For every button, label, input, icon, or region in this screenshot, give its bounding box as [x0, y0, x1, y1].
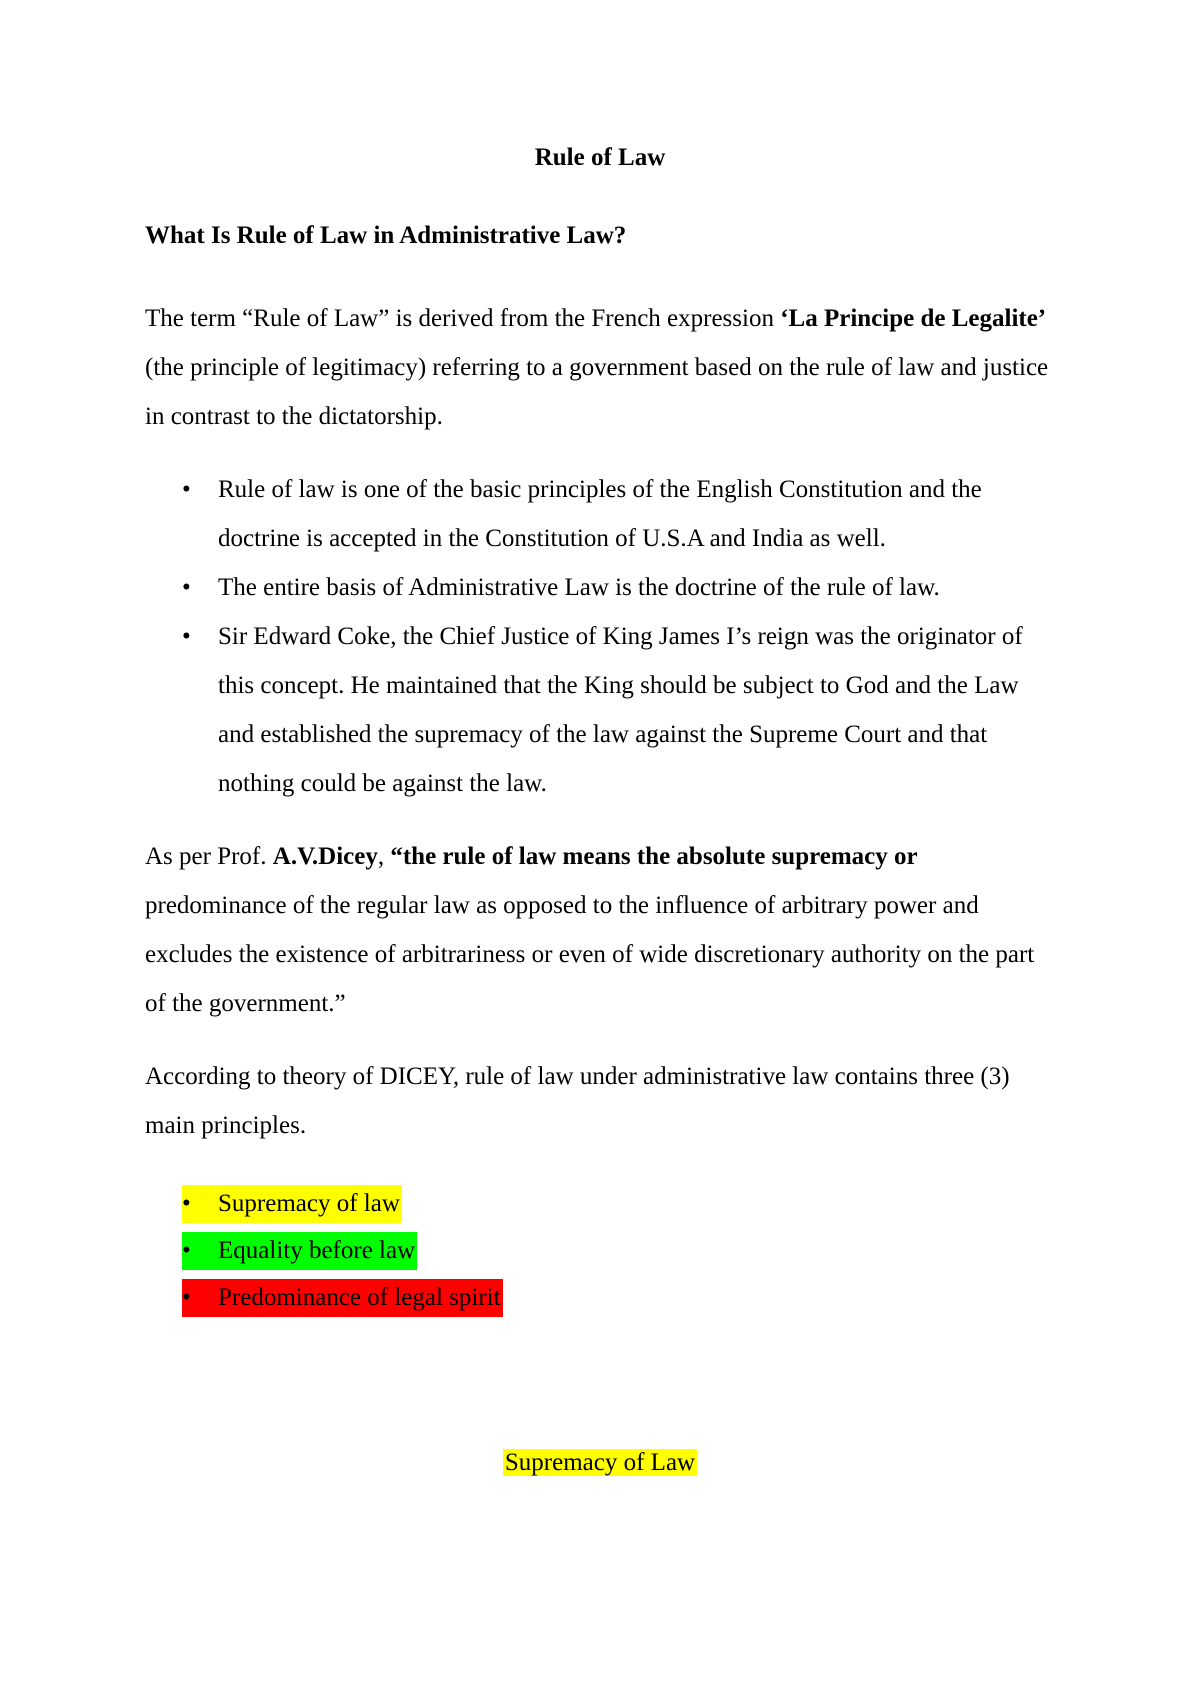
document-title: Rule of Law [534, 144, 666, 171]
intro-text-part1: The term “Rule of Law” is derived from the French expression [145, 305, 781, 332]
list-item [145, 612, 1060, 808]
list-item [145, 465, 1060, 563]
bullet-icon: • [182, 476, 191, 503]
principle-equality-highlight [182, 1232, 417, 1270]
intro-text-part2: (the principle of legitimacy) referring to a government based on the rule of law and justice in contrast to the dictatorship. [145, 354, 1049, 430]
dicey-quote-bold: “the rule of law means the absolute supremacy or [384, 843, 918, 870]
dicey-quote-rest: predominance of the regular law as opposed to the influence of arbitrary power and excludes the existence of arbitrariness or even of wide discretionary authority on the part of the government.” [145, 892, 1035, 1017]
dicey-theory-paragraph: According to theory of DICEY, rule of law under administrative law contains three (3) main principles. [145, 1063, 1010, 1139]
bullet-icon: • [182, 574, 191, 601]
section-question-heading: What Is Rule of Law in Administrative Law? [145, 222, 627, 249]
bullet-icon: • [182, 623, 191, 650]
principle-label: Predominance of legal spirit [218, 1284, 501, 1311]
list-item [145, 1180, 1060, 1227]
intro-paragraph [145, 294, 1060, 441]
supremacy-of-law-highlight: Supremacy of Law [504, 1449, 696, 1476]
bullet-icon: • [182, 1237, 191, 1264]
principle-legal-spirit-highlight [182, 1279, 503, 1317]
dicey-comma: , [377, 843, 385, 870]
document-body [145, 218, 1060, 1321]
bullet-icon: • [182, 1190, 191, 1217]
rule-of-law-bullet-list [145, 465, 1060, 808]
list-item [145, 563, 1060, 612]
principle-label: Supremacy of law [218, 1190, 400, 1217]
bullet-icon: • [182, 1284, 191, 1311]
principle-supremacy-highlight [182, 1185, 402, 1223]
principles-list [145, 1180, 1060, 1321]
list-item [145, 1274, 1060, 1321]
dicey-prefix: As per Prof. [145, 843, 273, 870]
list-item-text: Rule of law is one of the basic principles of the English Constitution and the doctrine is accepted in the Constitution of U.S.A and India as well. [218, 476, 982, 552]
french-expression: ‘La Principe de Legalite’ [780, 305, 1047, 332]
list-item [145, 1227, 1060, 1274]
list-item-text: Sir Edward Coke, the Chief Justice of King James I’s reign was the originator of this concept. He maintained that the King should be subject to God and the Law and established the supremacy of the law against the Supreme Court and that nothing could be against the law. [218, 623, 1023, 797]
principle-label: Equality before law [218, 1237, 416, 1264]
dicey-name: A.V.Dicey [272, 843, 378, 870]
dicey-quote-paragraph [145, 832, 1060, 1028]
supremacy-of-law-heading [0, 1444, 1200, 1482]
list-item-text: The entire basis of Administrative Law is the doctrine of the rule of law. [218, 574, 940, 601]
